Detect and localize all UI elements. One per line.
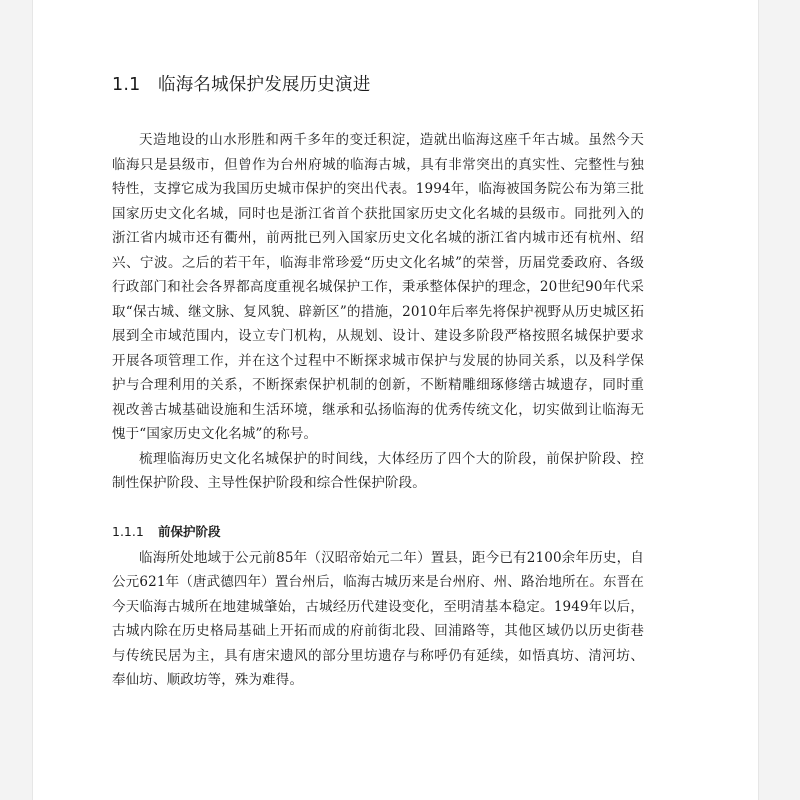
subsection-number: 1.1.1 [112, 523, 144, 539]
body-paragraph: 天造地设的山水形胜和两千多年的变迁积淀，造就出临海这座千年古城。虽然今天临海只是县级市，但曾作为台州府城的临海古城，具有非常突出的真实性、完整性与独特性，支撑它成为我国历史城市保护的突出代表。1994年，临海被国务院公布为第三批国家历史文化名城，同时也是浙江省首个获批国家历史文化名城的县级市。同批列入的浙江省内城市还有衢州，前两批已列入国家历史文化名城的浙江省内城市还有杭州、绍兴、宁波。之后的若干年，临海非常珍爱“历史文化名城”的荣誉，历届党委政府、各级行政部门和社会各界都高度重视名城保护工作，秉承整体保护的理念，20世纪90年代采取“保古城、继文脉、复风貌、辟新区”的措施，2010年后率先将保护视野从历史城区拓展到全市域范围内，设立专门机构，从规划、设计、建设多阶段严格按照名城保护要求开展各项管理工作，并在这个过程中不断探求城市保护与发展的协同关系，以及科学保护与合理利用的关系，不断探索保护机制的创新，不断精雕细琢修缮古城遗存，同时重视改善古城基础设施和生活环境，继承和弘扬临海的优秀传统文化，切实做到让临海无愧于“国家历史文化名城”的称号。 [112, 132, 644, 442]
body-paragraph: 临海所处地域于公元前85年（汉昭帝始元二年）置县，距今已有2100余年历史，自公元621年（唐武德四年）置台州后，临海古城历来是台州府、州、路治地所在。东晋在今天临海古城所在地建城肇始，古城经历代建设变化，至明清基本稳定。1949年以后，古城内除在历史格局基础上开拓而成的府前街北段、回浦路等，其他区域仍以历史街巷与传统民居为主，具有唐宋遗风的部分里坊遗存与称呼仍有延续，如悟真坊、清河坊、奉仙坊、顺政坊等，殊为难得。 [112, 549, 644, 688]
page-content [112, 70, 644, 693]
document-page [32, 0, 759, 800]
body-paragraph: 梳理临海历史文化名城保护的时间线，大体经历了四个大的阶段，前保护阶段、控制性保护阶段、主导性保护阶段和综合性保护阶段。 [112, 450, 644, 491]
section-number: 1.1 [112, 75, 141, 95]
subsection-title: 前保护阶段 [158, 523, 221, 539]
section-title: 临海名城保护发展历史演进 [158, 75, 371, 95]
subsection-heading [112, 522, 644, 542]
section-heading [112, 70, 644, 100]
